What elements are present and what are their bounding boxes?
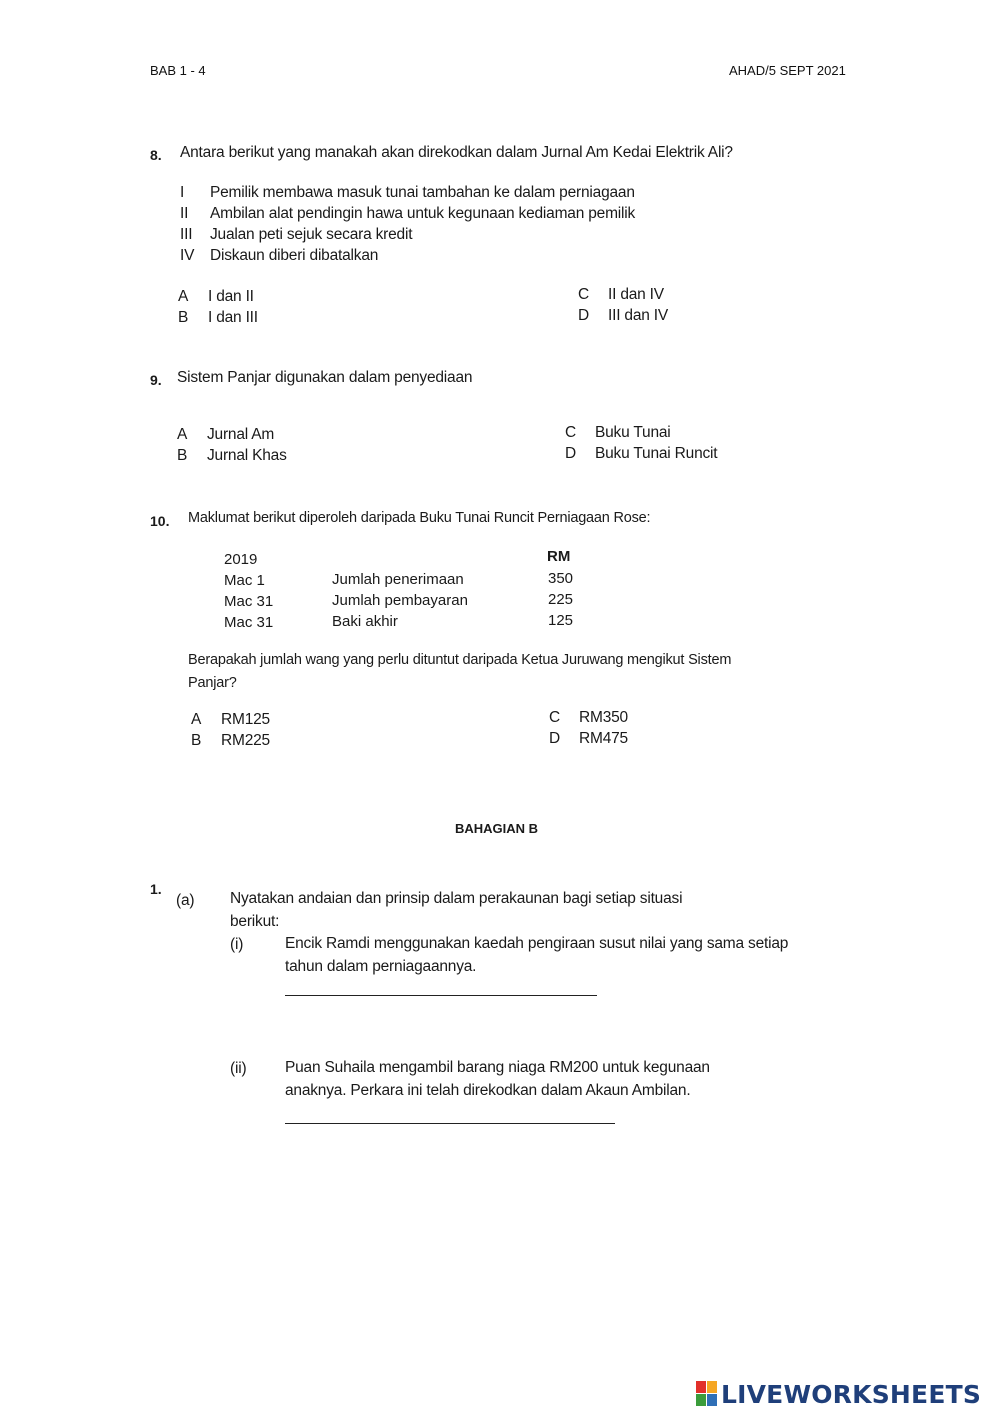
table-row-date: Mac 1	[224, 572, 265, 589]
q9-number: 9.	[150, 372, 162, 388]
part-a-label: (a)	[176, 892, 195, 909]
part-ii-line1: Puan Suhaila mengambil barang niaga RM200 untuk kegunaan	[285, 1059, 710, 1076]
section-b-title: BAHAGIAN B	[455, 821, 539, 836]
part-ii-label: (ii)	[230, 1060, 247, 1077]
table-row-desc: Jumlah penerimaan	[332, 571, 464, 588]
q10-text: Maklumat berikut diperoleh daripada Buku Tunai Runcit Perniagaan Rose:	[188, 510, 651, 526]
roman-numeral: III	[180, 226, 193, 243]
table-row-amount: 350	[548, 570, 574, 587]
q8-statement	[180, 184, 635, 202]
option-letter: B	[177, 447, 188, 464]
option-letter: D	[565, 445, 576, 462]
liveworksheets-logo	[696, 1379, 981, 1409]
q8-statement	[180, 247, 378, 265]
option-letter: D	[578, 307, 589, 324]
option-text: I dan II	[208, 288, 254, 305]
q8-statement	[180, 226, 412, 244]
option-letter: B	[191, 732, 202, 749]
q8-statement	[180, 205, 635, 223]
option-letter: A	[178, 288, 189, 305]
liveworksheets-logo-icon	[696, 1381, 718, 1407]
table-row-desc: Baki akhir	[332, 613, 398, 630]
option-text: I dan III	[208, 309, 258, 326]
option-letter: C	[549, 709, 560, 726]
option-text: II dan IV	[608, 286, 664, 303]
part-a-line2: berikut:	[230, 913, 280, 930]
q9-option-c[interactable]	[565, 424, 671, 442]
option-letter: D	[549, 730, 560, 747]
answer-line-i[interactable]	[285, 995, 597, 996]
option-letter: B	[178, 309, 189, 326]
roman-numeral: IV	[180, 247, 195, 264]
q9-option-d[interactable]	[565, 445, 717, 463]
q10-question-line1: Berapakah jumlah wang yang perlu dituntut daripada Ketua Juruwang mengikut Sistem	[188, 652, 732, 668]
statement-text: Pemilik membawa masuk tunai tambahan ke dalam perniagaan	[210, 184, 635, 201]
q10-option-c[interactable]	[549, 709, 628, 727]
q8-option-b[interactable]	[178, 309, 258, 327]
table-year: 2019	[224, 551, 258, 568]
roman-numeral: II	[180, 205, 189, 222]
q10-number: 10.	[150, 513, 170, 529]
statement-text: Ambilan alat pendingin hawa untuk kegunaan kediaman pemilik	[210, 205, 636, 222]
q9-option-b[interactable]	[177, 447, 287, 465]
option-text: Buku Tunai	[595, 424, 671, 441]
table-row-date: Mac 31	[224, 593, 274, 610]
table-row-amount: 225	[548, 591, 574, 608]
b-q1-number: 1.	[150, 881, 162, 897]
option-text: RM475	[579, 730, 628, 747]
logo-text: LIVEWORKSHEETS	[721, 1379, 982, 1409]
q8-option-a[interactable]	[178, 288, 254, 306]
option-letter: A	[191, 711, 202, 728]
table-row-date: Mac 31	[224, 614, 274, 631]
q10-question-line2: Panjar?	[188, 675, 237, 691]
option-text: RM225	[221, 732, 270, 749]
option-text: Buku Tunai Runcit	[595, 445, 718, 462]
q10-option-d[interactable]	[549, 730, 628, 748]
q8-option-c[interactable]	[578, 286, 664, 304]
q10-option-a[interactable]	[191, 711, 270, 729]
q8-number: 8.	[150, 147, 162, 163]
q9-option-a[interactable]	[177, 426, 274, 444]
part-i-label: (i)	[230, 936, 244, 953]
table-row-desc: Jumlah pembayaran	[332, 592, 468, 609]
q9-text: Sistem Panjar digunakan dalam penyediaan	[177, 369, 473, 386]
option-letter: A	[177, 426, 188, 443]
option-letter: C	[565, 424, 576, 441]
statement-text: Diskaun diberi dibatalkan	[210, 247, 379, 264]
option-text: RM350	[579, 709, 628, 726]
q10-option-b[interactable]	[191, 732, 270, 750]
roman-numeral: I	[180, 184, 185, 201]
part-i-line2: tahun dalam perniagaannya.	[285, 958, 477, 975]
table-row-amount: 125	[548, 612, 574, 629]
option-text: Jurnal Am	[207, 426, 275, 443]
part-i-line1: Encik Ramdi menggunakan kaedah pengiraan susut nilai yang sama setiap	[285, 935, 789, 952]
option-text: III dan IV	[608, 307, 669, 324]
header-left: BAB 1 - 4	[150, 63, 206, 78]
part-a-line1: Nyatakan andaian dan prinsip dalam perakaunan bagi setiap situasi	[230, 890, 683, 907]
header-right: AHAD/5 SEPT 2021	[729, 63, 846, 78]
answer-line-ii[interactable]	[285, 1123, 615, 1124]
option-letter: C	[578, 286, 589, 303]
q8-option-d[interactable]	[578, 307, 668, 325]
option-text: RM125	[221, 711, 270, 728]
part-ii-line2: anaknya. Perkara ini telah direkodkan dalam Akaun Ambilan.	[285, 1082, 691, 1099]
statement-text: Jualan peti sejuk secara kredit	[210, 226, 413, 243]
table-currency: RM	[547, 548, 571, 565]
option-text: Jurnal Khas	[207, 447, 287, 464]
q8-text: Antara berikut yang manakah akan direkodkan dalam Jurnal Am Kedai Elektrik Ali?	[180, 144, 733, 161]
